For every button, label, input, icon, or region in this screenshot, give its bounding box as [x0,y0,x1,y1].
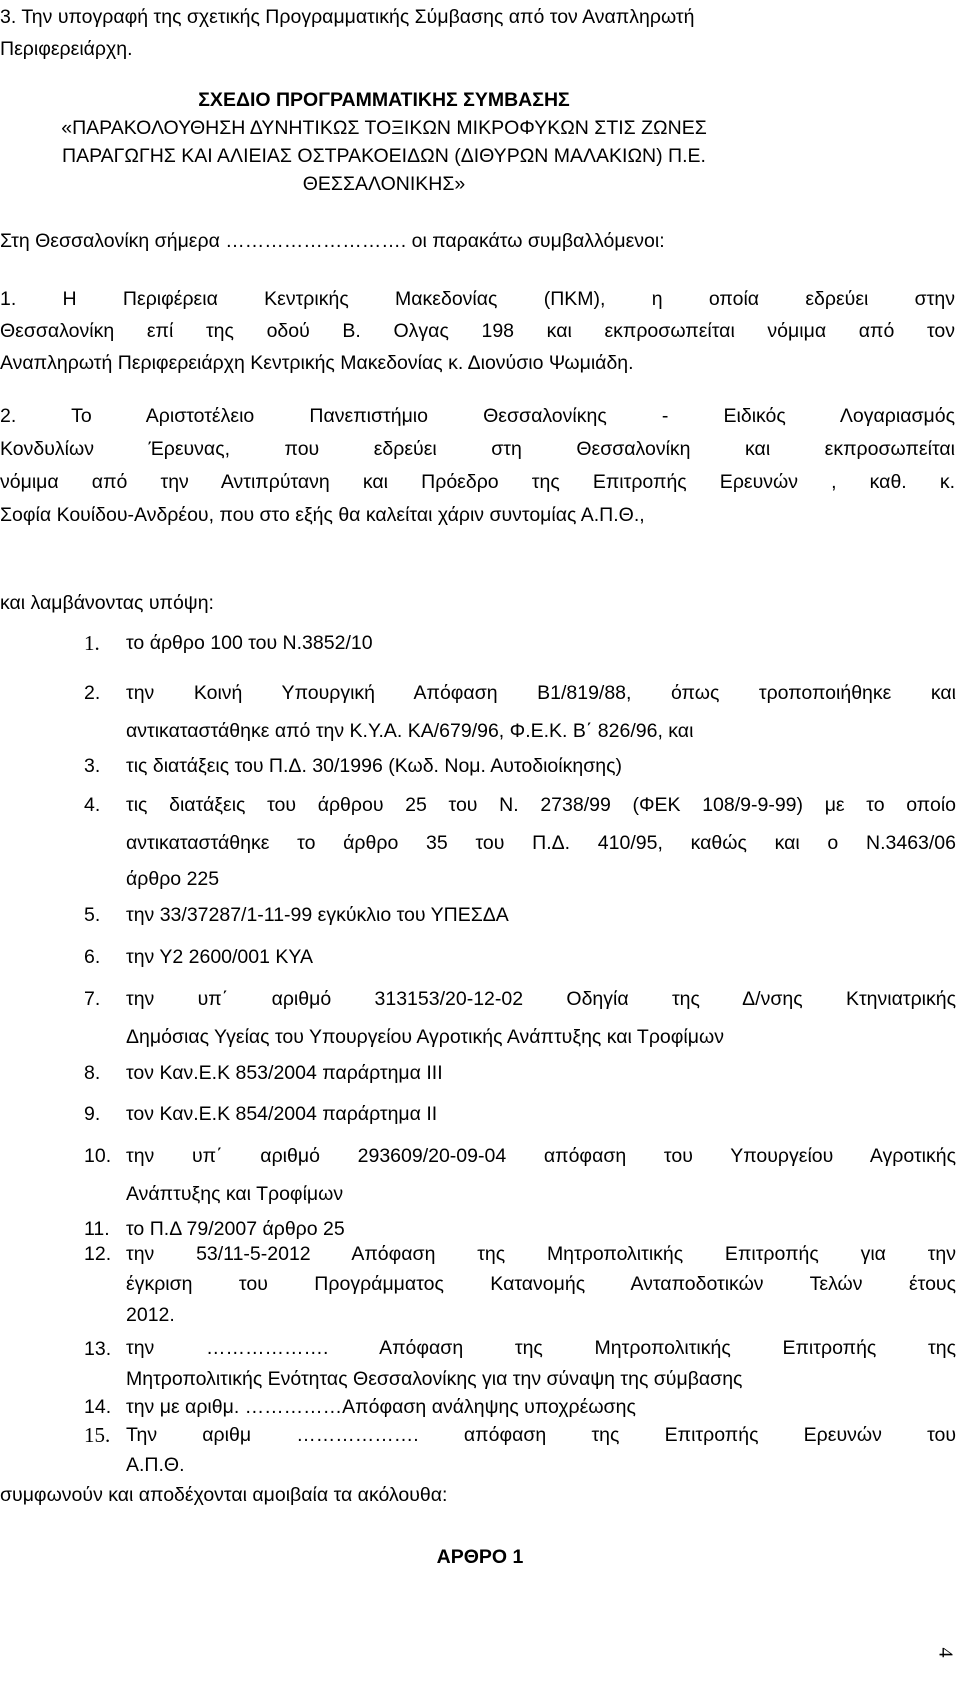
considering-text: και λαμβάνοντας υπόψη: [0,592,214,614]
list-item-number: 15. [84,1423,111,1447]
list-item-line: την 53/11-5-2012 Απόφαση της Μητροπολιτικής Επιτροπής για την [126,1243,956,1265]
contract-title [0,86,768,198]
list-item-line: την Κοινή Υπουργική Απόφαση Β1/819/88, όπως τροποποιήθηκε και [126,682,956,704]
list-item-number: 13. [84,1338,112,1360]
party-1 [0,283,955,379]
date-line [0,226,960,256]
list-item-line: 2012. [126,1304,175,1326]
party-2 [0,400,955,532]
party-2-line: Κονδυλίων Έρευνας, που εδρεύει στη Θεσσαλονίκη και εκπροσωπείται [0,438,955,460]
list-item-number: 9. [84,1103,101,1125]
list-item-number: 10. [84,1145,112,1167]
list-item-line: την 33/37287/1-11-99 εγκύκλιο του ΥΠΕΣΔΑ [126,904,509,926]
intro-item-3 [0,2,960,64]
list-item-line: την με αριθμ. ……………Απόφαση ανάληψης υποχρέωσης [126,1396,636,1418]
list-item-line: το άρθρο 100 του Ν.3852/10 [126,632,373,654]
party-1-line: 1. Η Περιφέρεια Κεντρικής Μακεδονίας (ΠΚΜ), η οποία εδρεύει στην [0,288,955,310]
date-line-text: Στη Θεσσαλονίκη σήμερα ………………………. οι παρακάτω συμβαλλόμενοι: [0,230,665,252]
list-item-line: τις διατάξεις του άρθρου 25 του Ν. 2738/99 (ΦΕΚ 108/9-9-99) με το οποίο [126,794,956,816]
list-item-line: άρθρο 225 [126,868,220,890]
list-item-number: 11. [84,1218,110,1240]
agreement-text: συμφωνούν και αποδέχονται αμοιβαία τα ακόλουθα: [0,1484,448,1506]
list-item-line: Δημόσιας Υγείας του Υπουργείου Αγροτικής Ανάπτυξης και Τροφίμων [126,1026,724,1048]
agreement-line [0,1480,960,1510]
party-2-line: Σοφία Κουίδου-Ανδρέου, που στο εξής θα καλείται χάριν συντομίας Α.Π.Θ., [0,504,645,526]
title-line-4: ΘΕΣΣΑΛΟΝΙΚΗΣ» [302,173,466,195]
page-number: 4 [934,1647,957,1658]
intro-line-2: Περιφερειάρχη. [0,38,133,60]
list-item-line: τον Καν.Ε.Κ 853/2004 παράρτημα ΙΙΙ [126,1062,443,1084]
list-item-number: 7. [84,988,101,1010]
title-line-3: ΠΑΡΑΓΩΓΗΣ ΚΑΙ ΑΛΙΕΙΑΣ ΟΣΤΡΑΚΟΕΙΔΩΝ (ΔΙΘΥΡΩΝ ΜΑΛΑΚΙΩΝ) Π.Ε. [62,145,706,167]
list-item-line: την Υ2 2600/001 ΚΥΑ [126,946,313,968]
list-item-line: Α.Π.Θ. [126,1454,185,1476]
list-item-number: 1. [84,631,100,655]
list-item-number: 6. [84,946,101,968]
list-item-number: 8. [84,1062,101,1084]
article-heading: ΑΡΘΡΟ 1 [436,1546,524,1568]
list-item-line: αντικαταστάθηκε από την Κ.Υ.Α. ΚΑ/679/96, Φ.Ε.Κ. Β΄ 826/96, και [126,720,694,742]
list-item-line: τον Καν.Ε.Κ 854/2004 παράρτημα ΙΙ [126,1103,438,1125]
list-item-number: 14. [84,1396,112,1418]
intro-line-1: 3. Την υπογραφή της σχετικής Προγραμματικής Σύμβασης από τον Αναπληρωτή [0,6,695,28]
list-item-line: την ………………. Απόφαση της Μητροπολιτικής Επιτροπής της [126,1337,956,1359]
list-item-line: έγκριση του Προγράμματος Κατανομής Ανταποδοτικών Τελών έτους [126,1273,956,1295]
list-item-line: την υπ΄ αριθμό 293609/20-09-04 απόφαση του Υπουργείου Αγροτικής [126,1145,956,1167]
list-item-line: αντικαταστάθηκε το άρθρο 35 του Π.Δ. 410/95, καθώς και ο Ν.3463/06 [126,832,956,854]
list-item-line: τις διατάξεις του Π.Δ. 30/1996 (Κωδ. Νομ. Αυτοδιοίκησης) [126,755,622,777]
list-item-number: 3. [84,755,101,777]
party-2-line: νόμιμα από την Αντιπρύτανη και Πρόεδρο της Επιτροπής Ερευνών , καθ. κ. [0,471,955,493]
list-item-line: την υπ΄ αριθμό 313153/20-12-02 Οδηγία της Δ/νσης Κτηνιατρικής [126,988,956,1010]
party-1-line: Θεσσαλονίκη επί της οδού Β. Ολγας 198 και εκπροσωπείται νόμιμα από τον [0,320,955,342]
party-1-line: Αναπληρωτή Περιφερειάρχη Κεντρικής Μακεδονίας κ. Διονύσιο Ψωμιάδη. [0,352,634,374]
list-item-line: Μητροπολιτικής Ενότητας Θεσσαλονίκης για την σύναψη της σύμβασης [126,1368,743,1390]
list-item-number: 5. [84,904,101,926]
list-item-number: 12. [84,1243,112,1265]
list-item-line: Την αριθμ ………………. απόφαση της Επιτροπής Ερευνών του [126,1424,956,1446]
party-2-line: 2. Το Αριστοτέλειο Πανεπιστήμιο Θεσσαλονίκης - Ειδικός Λογαριασμός [0,405,955,427]
title-line-1: ΣΧΕΔΙΟ ΠΡΟΓΡΑΜΜΑΤΙΚΗΣ ΣΥΜΒΑΣΗΣ [198,89,570,111]
list-item-number: 4. [84,794,101,816]
list-item-number: 2. [84,682,101,704]
title-line-2: «ΠΑΡΑΚΟΛΟΥΘΗΣΗ ΔΥΝΗΤΙΚΩΣ ΤΟΞΙΚΩΝ ΜΙΚΡΟΦΥΚΩΝ ΣΤΙΣ ΖΩΝΕΣ [61,117,707,139]
list-item-line: το Π.Δ 79/2007 άρθρο 25 [126,1218,345,1240]
considering-line [0,588,960,618]
list-item-line: Ανάπτυξης και Τροφίμων [126,1183,344,1205]
